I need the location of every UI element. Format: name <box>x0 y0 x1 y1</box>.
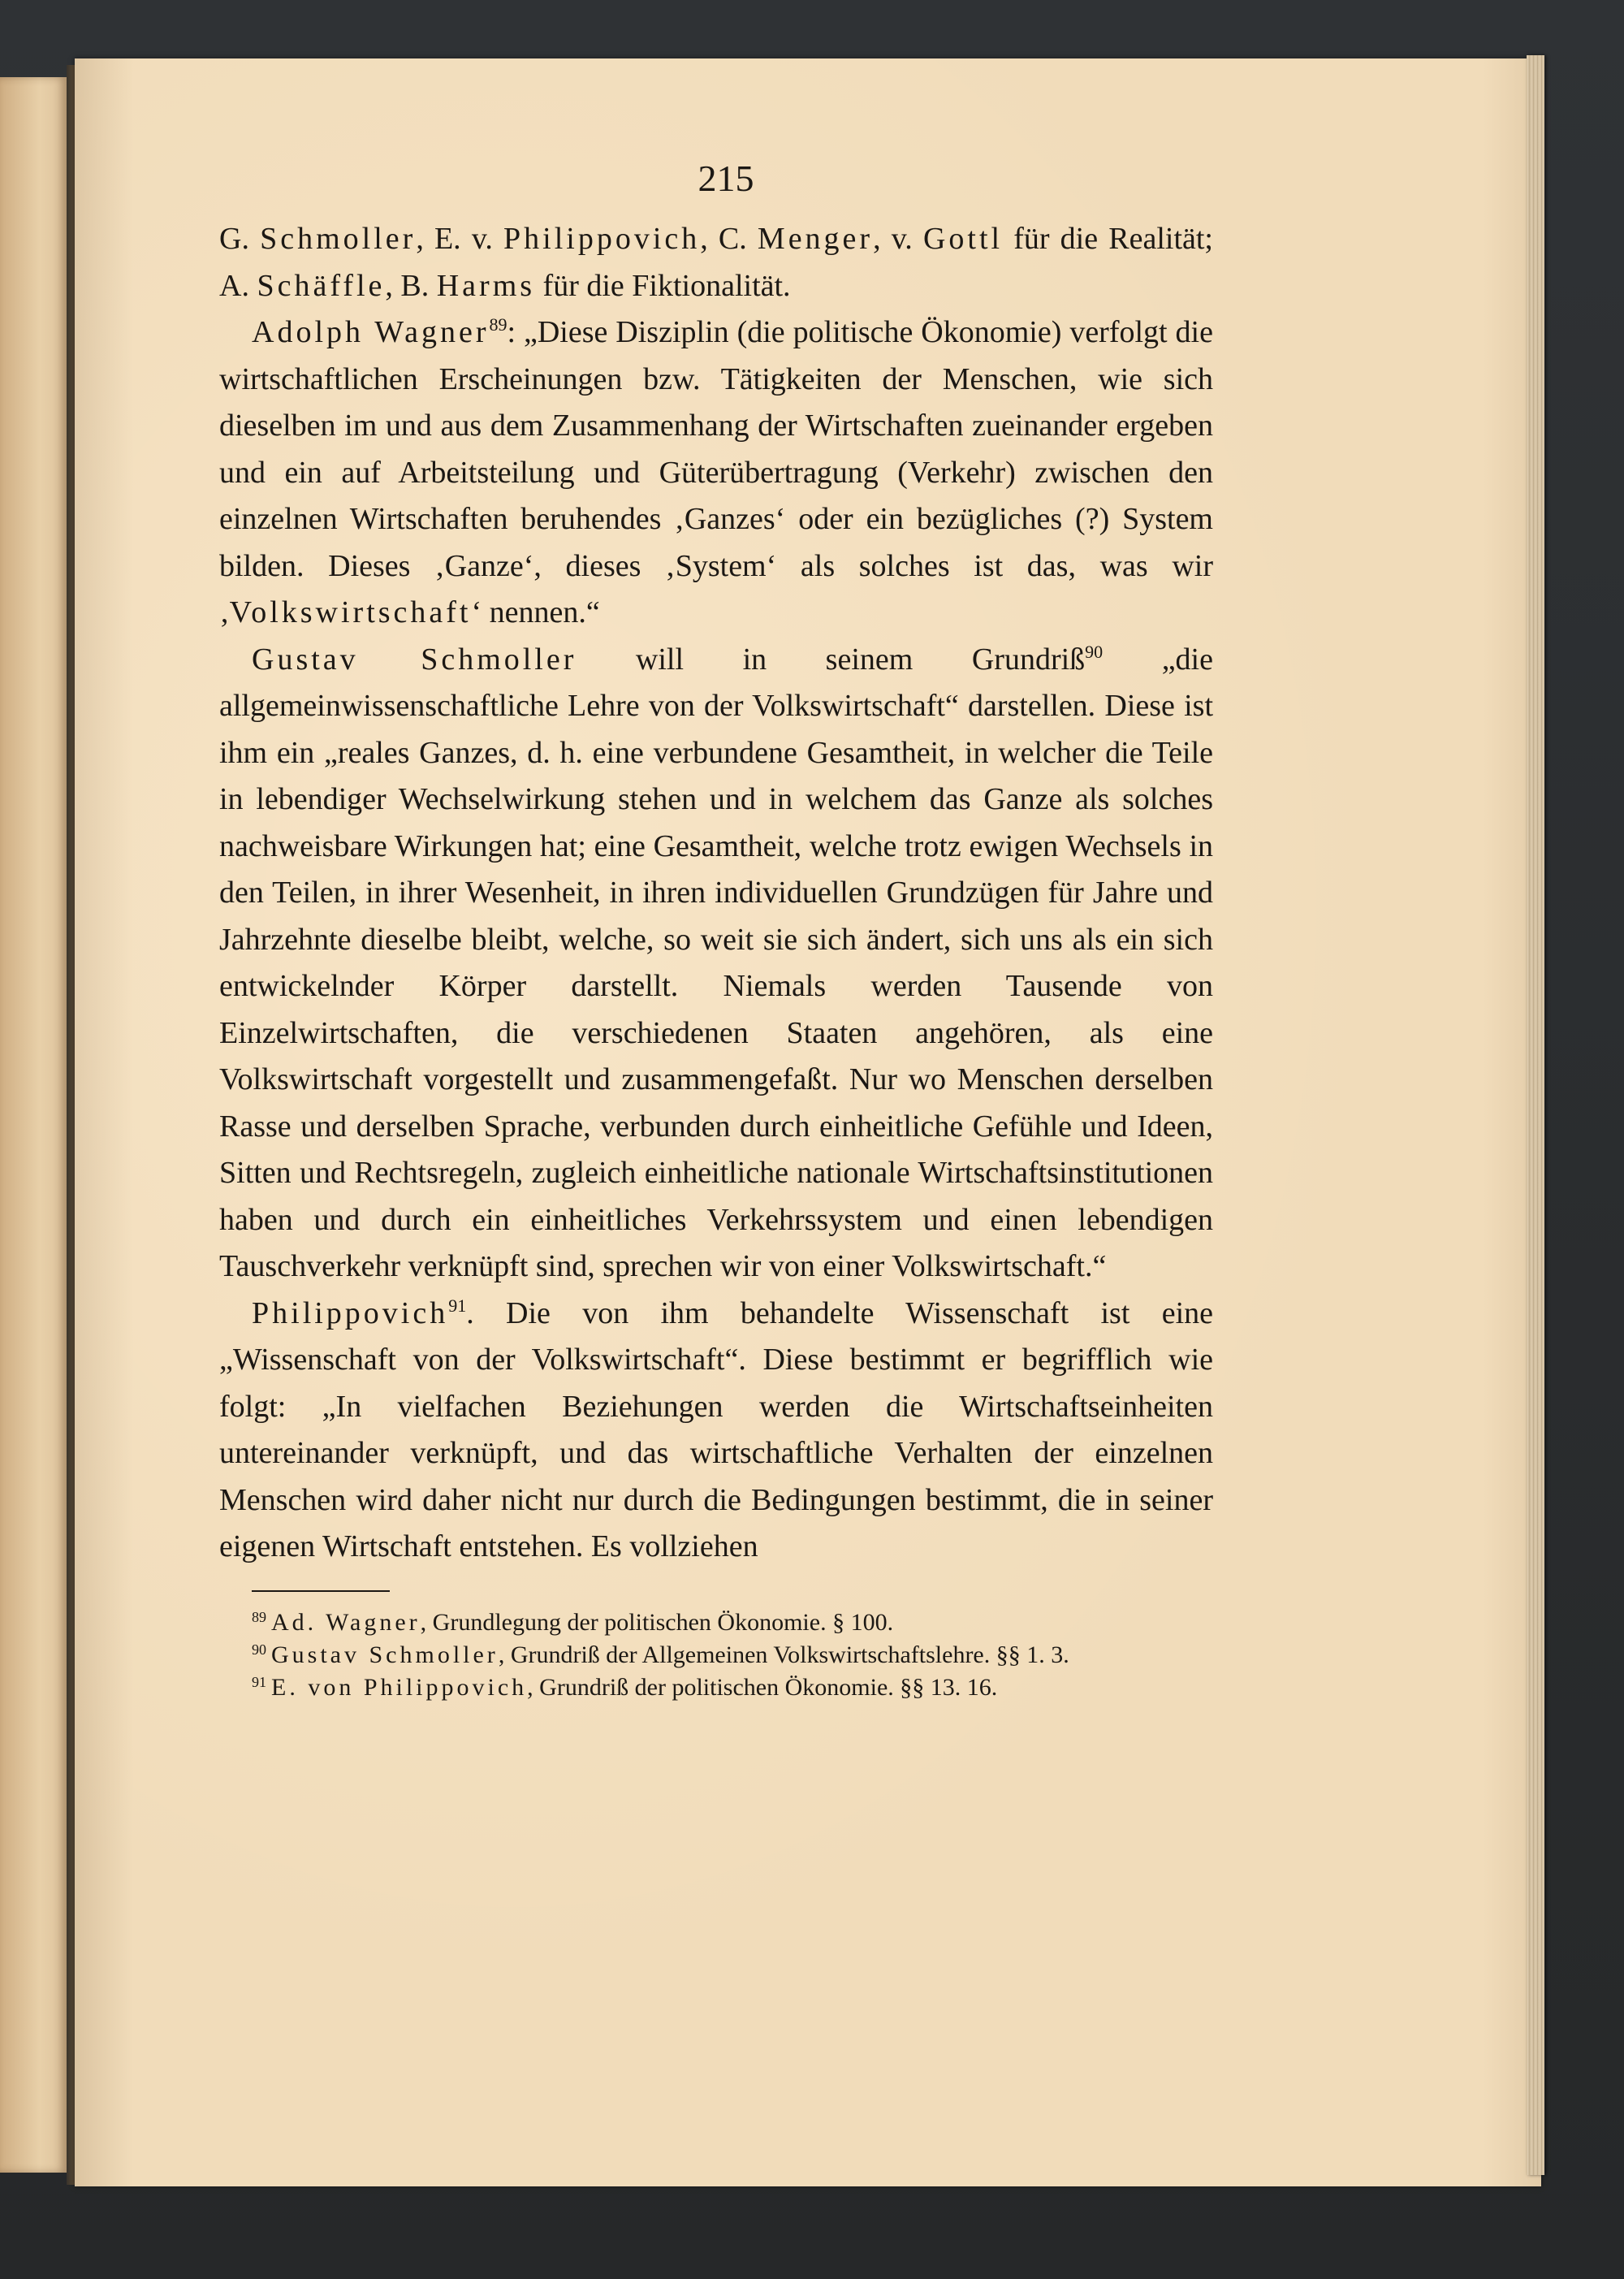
page-number: 215 <box>698 158 754 199</box>
text-run: für die Fiktionalität. <box>535 268 791 303</box>
text-run: will in seinem Grundriß <box>577 642 1086 677</box>
text-run: , C. <box>700 222 758 256</box>
footnote-divider <box>252 1590 390 1592</box>
spaced-name: Schmoller <box>260 222 417 256</box>
spaced-name: Gottl <box>922 222 1004 256</box>
text-run: für die Realität; A. <box>219 222 1213 303</box>
paragraph <box>219 216 1213 309</box>
footnote <box>219 1639 1213 1671</box>
spaced-name: Schäffle <box>257 268 386 303</box>
footnote-marker: 91 <box>448 1295 467 1316</box>
body-text <box>219 216 1213 1571</box>
paragraph <box>219 637 1213 1291</box>
spaced-name: E. von Philippovich <box>271 1673 528 1701</box>
spaced-name: Philippovich <box>252 1295 449 1330</box>
footnote <box>219 1607 1213 1639</box>
paragraph <box>219 309 1213 637</box>
footnote-number: 90 <box>252 1641 266 1658</box>
paragraph <box>219 1291 1213 1571</box>
spaced-name: Menger <box>757 222 874 256</box>
footnote-number: 91 <box>252 1673 266 1690</box>
text-run: , v. <box>873 222 923 256</box>
text-run: , Grundlegung der politischen Ökonomie. § 100. <box>420 1608 894 1636</box>
spaced-name: Harms <box>436 268 536 303</box>
page-stack-edges <box>1527 55 1544 2175</box>
facing-page-edge <box>0 77 67 2173</box>
text-run: „die allgemeinwissenschaftliche Lehre von der Volkswirtschaft“ darstellen. Diese ist ihm ein „reales Ganzes, d. h. eine verbundene Gesamtheit, in welcher die Teile in lebendiger Wechselwirkung stehen und in welchem das Ganze als solches nachweisbare Wirkungen hat; eine Gesamtheit, welche trotz ewigen Wechsels in den Teilen, in ihrer Wesenheit, in ihren individuellen Grundzügen für Jahre und Jahrzehnte dieselbe bleibt, welche, so weit sie sich ändert, sich uns als ein sich entwickelnder Körper darstellt. Niemals werden Tausende von Einzelwirtschaften, die verschiedenen Staaten angehören, als eine Volkswirtschaft vorgestellt und zusammengefaßt. Nur wo Menschen derselben Rasse und derselben Sprache, verbunden durch einheitliche Gefühle und Ideen, Sitten und Rechtsregeln, zugleich einheitliche nationale Wirtschaftsinstitutionen haben und durch ein einheitliches Verkehrssystem und einen lebendigen Tauschverkehr verknüpft sind, sprechen wir von einer Volkswirtschaft.“ <box>219 642 1213 1283</box>
spaced-name: Adolph Wagner <box>252 315 490 349</box>
text-run: , B. <box>385 268 437 303</box>
spaced-name: Ad. Wagner <box>271 1608 421 1636</box>
footnote-marker: 89 <box>489 314 508 335</box>
text-run: , Grundriß der Allgemeinen Volkswirtschaftslehre. §§ 1. 3. <box>498 1641 1069 1668</box>
spaced-name: Gustav Schmoller <box>271 1641 499 1668</box>
spaced-name: Volkswirtschaft <box>229 595 472 629</box>
text-run: : „Diese Disziplin (die politische Ökonomie) verfolgt die wirtschaftlichen Erscheinungen bzw. Tätigkeiten der Menschen, wie sich dieselben im und aus dem Zusammenhang der Wirtschaften zueinander ergeben und ein auf Arbeitsteilung und Güterübertragung (Verkehr) zwischen den einzelnen Wirtschaften beruhendes ‚Ganzes‘ oder ein bezügliches (?) System bilden. Dieses ‚Ganze‘, dieses ‚System‘ als solches ist das, was wir ‚ <box>219 315 1213 629</box>
footnote-marker: 90 <box>1085 641 1104 662</box>
text-run: , Grundriß der politischen Ökonomie. §§ 13. 16. <box>527 1673 998 1701</box>
footnotes <box>219 1607 1213 1704</box>
text-run: . Die von ihm behandelte Wissenschaft ist eine „Wissenschaft von der Volkswirtschaft“. Diese bestimmt er begrifflich wie folgt: „In vielfachen Beziehungen werden die Wirtschaftseinheiten untereinander verknüpft, und das wirtschaftliche Verhalten der einzelnen Menschen wird daher nicht nur durch die Bedingungen bestimmt, die in seiner eigenen Wirtschaft entstehen. Es vollziehen <box>219 1295 1213 1563</box>
footnote <box>219 1671 1213 1704</box>
spaced-name: Philippovich <box>503 222 701 256</box>
text-run: G. <box>219 222 261 256</box>
text-run: ‘ nennen.“ <box>471 595 600 629</box>
text-run: , E. v. <box>416 222 504 256</box>
page-content <box>219 154 1213 1704</box>
footnote-number: 89 <box>252 1608 266 1625</box>
spaced-name: Gustav Schmoller <box>252 642 577 677</box>
